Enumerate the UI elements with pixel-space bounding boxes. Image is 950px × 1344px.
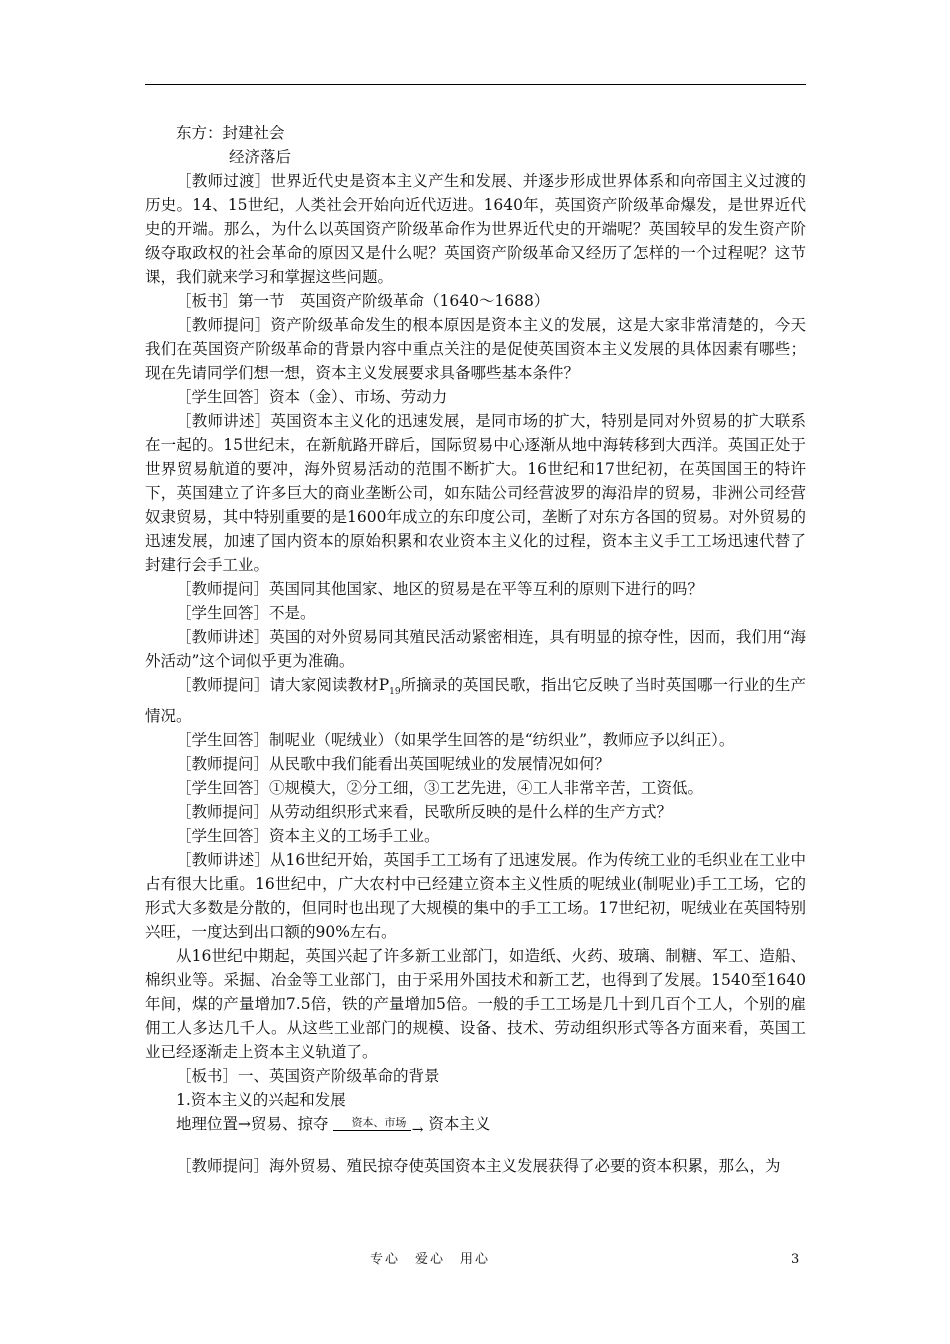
paragraph: 经济落后 (229, 148, 292, 166)
paragraph: ［学生回答］不是。 (176, 604, 316, 622)
paragraph: ［教师讲述］英国的对外贸易同其殖民活动紧密相连，具有明显的掠夺性，因而，我们用“海外活动”这个词似乎更为准确。 (145, 628, 806, 670)
footer-motto: 专心 爱心 用心 (370, 1252, 491, 1267)
paragraph: ［学生回答］资本（金）、市场、劳动力 (176, 388, 448, 406)
page-subscript: 19 (389, 687, 401, 698)
page-number: 3 (791, 1252, 800, 1267)
flow-end: 资本主义 (428, 1115, 491, 1134)
flow-arrow-label: 资本、市场 (351, 1116, 407, 1130)
paragraph-text: ［教师提问］请大家阅读教材P (176, 676, 390, 694)
flow-start: 地理位置→贸易、掠夺 (176, 1115, 329, 1134)
paragraph: ［学生回答］资本主义的工场手工业。 (176, 827, 440, 846)
flow-diagram (145, 1112, 806, 1154)
paragraph: ［教师提问］资产阶级革命发生的根本原因是资本主义的发展，这是大家非常清楚的，今天我们在英国资产阶级革命的背景内容中重点关注的是促使英国资本主义发展的具体因素有哪些；现在先请同学们想一想，资本主义发展要求具备哪些基本条件？ (145, 316, 806, 382)
board-heading: ［板书］第一节 英国资产阶级革命（1640～1688） (176, 292, 550, 310)
arrow-right-icon: → (411, 1122, 424, 1139)
paragraph: ［教师讲述］从16世纪开始，英国手工工场有了迅速发展。作为传统工业的毛织业在工业中占有很大比重。16世纪中，广大农村中已经建立资本主义性质的呢绒业(制呢业)手工工场，它的形式大多数是分散的，但同时也出现了大规模的集中的手工工场。17世纪初，呢绒业在英国特别兴旺，一度达到出口额的90%左右。 (145, 851, 806, 942)
header-rule (145, 84, 806, 85)
paragraph: 从16世纪中期起，英国兴起了许多新工业部门，如造纸、火药、玻璃、制糖、军工、造船、棉织业等。采掘、冶金等工业部门，由于采用外国技术和新工艺，也得到了发展。1540至1640年间，煤的产量增加7.5倍，铁的产量增加5倍。一般的手工工场是几十到几百个工人，个别的雇佣工人多达几千人。从这些工业部门的规模、设备、技术、劳动组织形式等各方面来看，英国工业已经逐渐走上资本主义轨道了。 (145, 947, 806, 1062)
arrow-line (333, 1130, 411, 1131)
paragraph: ［学生回答］①规模大，②分工细，③工艺先进，④工人非常辛苦，工资低。 (176, 779, 704, 798)
paragraph: ［学生回答］制呢业（呢绒业）（如果学生回答的是“纺织业”，教师应予以纠正）。 (176, 731, 735, 750)
paragraph: 东方：封建社会 (176, 124, 285, 142)
paragraph: ［教师提问］海外贸易、殖民掠夺使英国资本主义发展获得了必要的资本积累，那么，为 (176, 1157, 781, 1176)
board-heading: ［板书］一、英国资产阶级革命的背景 (176, 1067, 440, 1086)
paragraph: ［教师提问］英国同其他国家、地区的贸易是在平等互利的原则下进行的吗？ (176, 580, 704, 598)
paragraph: ［教师讲述］英国资本主义化的迅速发展，是同市场的扩大，特别是同对外贸易的扩大联系在一起的。15世纪末，在新航路开辟后，国际贸易中心逐渐从地中海转移到大西洋。英国正处于世界贸易航道的要冲，海外贸易活动的范围不断扩大。16世纪和17世纪初，在英国国王的特许下，英国建立了许多巨大的商业垄断公司，如东陆公司经营波罗的海沿岸的贸易，非洲公司经营奴隶贸易，其中特别重要的是1600年成立的东印度公司，垄断了对东方各国的贸易。对外贸易的迅速发展，加速了国内资本的原始积累和农业资本主义化的过程，资本主义手工工场迅速代替了封建行会手工业。 (145, 412, 806, 574)
subheading: 1.资本主义的兴起和发展 (176, 1091, 346, 1110)
page-body (145, 121, 806, 1178)
flow-arrow (333, 1112, 424, 1139)
paragraph: ［教师过渡］世界近代史是资本主义产生和发展、并逐步形成世界体系和向帝国主义过渡的历史。14、15世纪，人类社会开始向近代迈进。1640年，英国资产阶级革命爆发，是世界近代史的开端。那么，为什么以英国资产阶级革命作为世界近代史的开端呢？英国较早的发生资产阶级夺取政权的社会革命的原因又是什么呢？英国资产阶级革命又经历了怎样的一个过程呢？这节课，我们就来学习和掌握这些问题。 (145, 172, 806, 286)
paragraph-text: 所摘录的英国民歌，指出它反映了当时英国哪一行业的生产情况。 (145, 676, 806, 726)
paragraph: ［教师提问］从民歌中我们能看出英国呢绒业的发展情况如何？ (176, 755, 611, 774)
paragraph: ［教师提问］从劳动组织形式来看，民歌所反映的是什么样的生产方式？ (176, 803, 673, 822)
paragraph (145, 673, 806, 728)
